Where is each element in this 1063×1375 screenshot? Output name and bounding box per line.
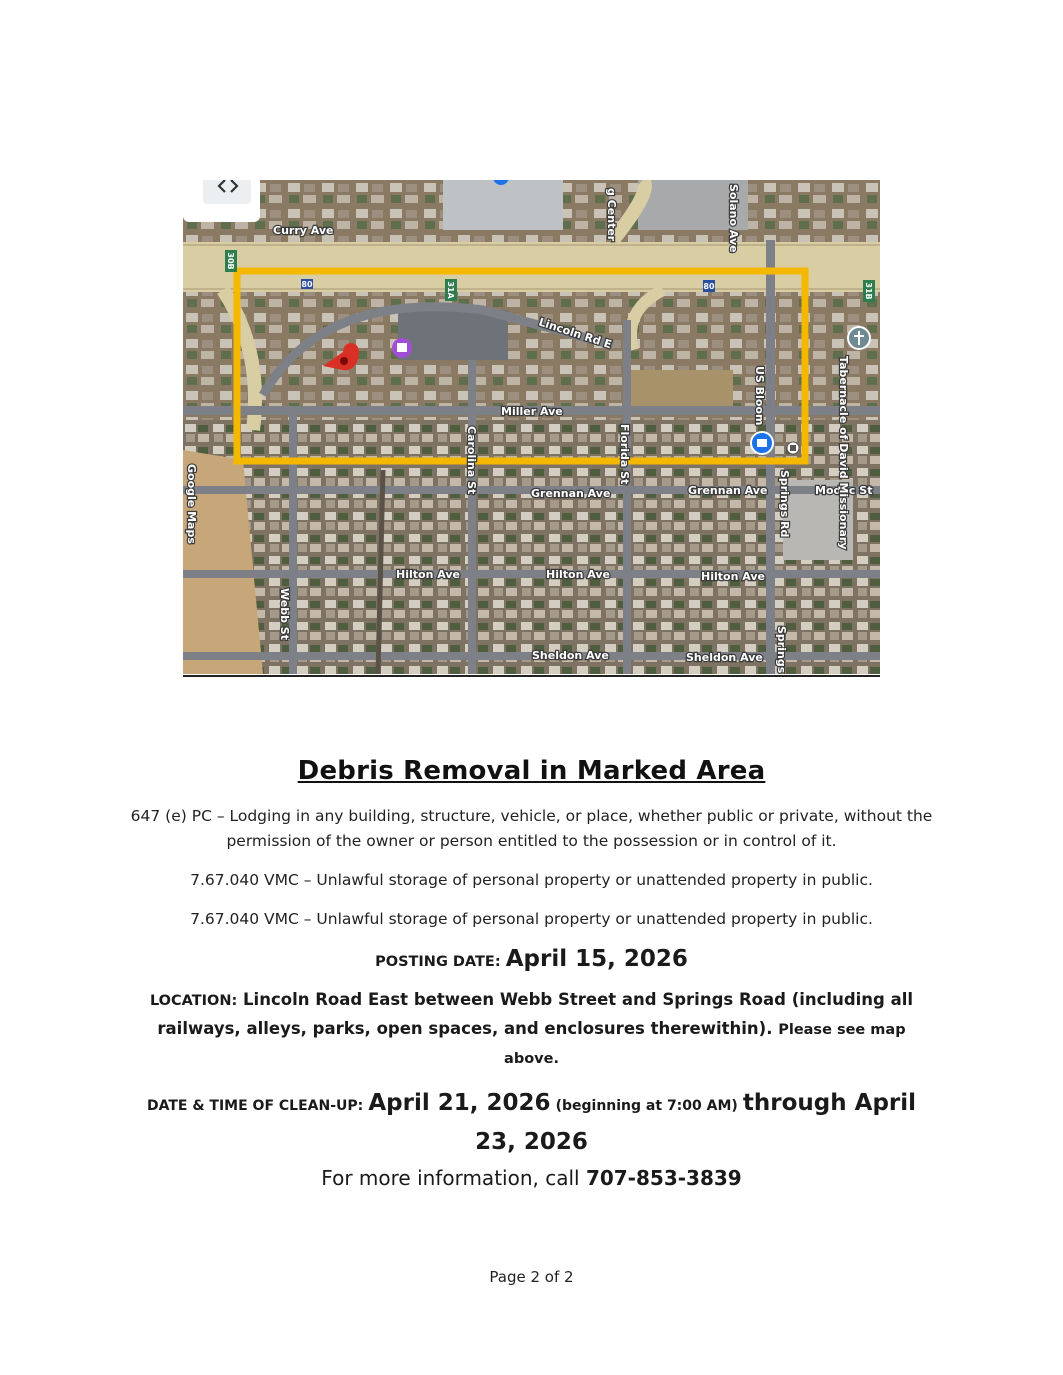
cleanup-time-note: (beginning at 7:00 AM) xyxy=(555,1098,738,1114)
cleanup-date-line xyxy=(140,1085,923,1162)
street-label-lincoln: Lincoln Rd E xyxy=(537,315,614,352)
poi-label-tabernacle: Tabernacle of David Missionary xyxy=(837,356,850,550)
cleanup-label: DATE & TIME OF CLEAN-UP: xyxy=(146,1098,364,1114)
map-collapse-button[interactable] xyxy=(183,180,260,222)
street-label-solano: Solano Ave xyxy=(727,184,740,253)
street-label-carolina: Carolina St xyxy=(465,426,478,495)
label-center: g Center xyxy=(605,188,618,242)
street-label-grennan-1: Grennan Ave xyxy=(531,487,611,500)
page-number: Page 2 of 2 xyxy=(489,1268,574,1286)
street-label-springs: Springs Rd xyxy=(778,470,791,538)
exit-30b-shield: 30B xyxy=(226,252,235,270)
location-label: LOCATION: xyxy=(149,993,238,1009)
street-label-modoc: Modoc St xyxy=(815,484,873,497)
map-bottom-rule xyxy=(183,675,880,677)
location-block xyxy=(140,986,923,1073)
cleanup-start-date: April 21, 2026 xyxy=(368,1090,551,1116)
street-label-hilton-2: Hilton Ave xyxy=(546,568,610,581)
posting-date-line xyxy=(100,946,963,972)
cleanup-end-date: through April 23, 2026 xyxy=(475,1090,917,1155)
bus-stop-icon xyxy=(787,442,799,454)
i80-shield: 80 xyxy=(301,280,313,289)
aerial-map xyxy=(183,180,880,674)
contact-prefix: For more information, call xyxy=(321,1166,580,1190)
location-text: Lincoln Road East between Webb Street and Springs Road (including all railways, alleys, parks, open spaces, and enclosures therewithin). xyxy=(157,990,914,1038)
street-label-webb: Webb St xyxy=(278,588,291,640)
i80-shield-east: 80 xyxy=(703,282,715,291)
posting-date-value: April 15, 2026 xyxy=(505,946,688,972)
store-poi-icon xyxy=(751,432,773,454)
street-label-florida: Florida St xyxy=(618,424,631,485)
street-label-sheldon-2: Sheldon Ave xyxy=(686,651,763,664)
notice-body xyxy=(100,756,963,1190)
statute-vmc-2: 7.67.040 VMC – Unlawful storage of personal property or unattended property in public. xyxy=(190,910,873,928)
google-maps-attribution: Google Maps xyxy=(185,464,198,544)
notice-title: Debris Removal in Marked Area xyxy=(297,756,766,786)
location-map-note: Please see map above. xyxy=(504,1022,906,1067)
statute-647e: 647 (e) PC – Lodging in any building, structure, vehicle, or place, whether public or private, without the permission of the owner or person entitled to the possession or in control of it. xyxy=(130,807,933,850)
street-label-sheldon-1: Sheldon Ave xyxy=(532,649,609,662)
exit-31b-shield: 31B xyxy=(864,282,873,300)
aerial-map-svg xyxy=(183,180,880,674)
street-label-curry: Curry Ave xyxy=(273,224,334,237)
contact-phone[interactable]: 707-853-3839 xyxy=(585,1166,742,1190)
street-label-grennan-2: Grennan Ave xyxy=(688,484,768,497)
church-poi-icon xyxy=(848,327,870,349)
poi-label-usbloom: US Bloom xyxy=(753,366,766,426)
street-label-miller: Miller Ave xyxy=(501,405,563,418)
street-label-springs-2: Springs xyxy=(775,626,788,674)
street-label-hilton-3: Hilton Ave xyxy=(701,570,765,583)
street-label-hilton-1: Hilton Ave xyxy=(396,568,460,581)
contact-line xyxy=(100,1166,963,1190)
posting-date-label: POSTING DATE: xyxy=(375,954,501,970)
shopping-poi-icon xyxy=(392,338,412,358)
statute-vmc-1: 7.67.040 VMC – Unlawful storage of personal property or unattended property in public. xyxy=(190,871,873,889)
exit-31a-shield: 31A xyxy=(446,281,455,299)
